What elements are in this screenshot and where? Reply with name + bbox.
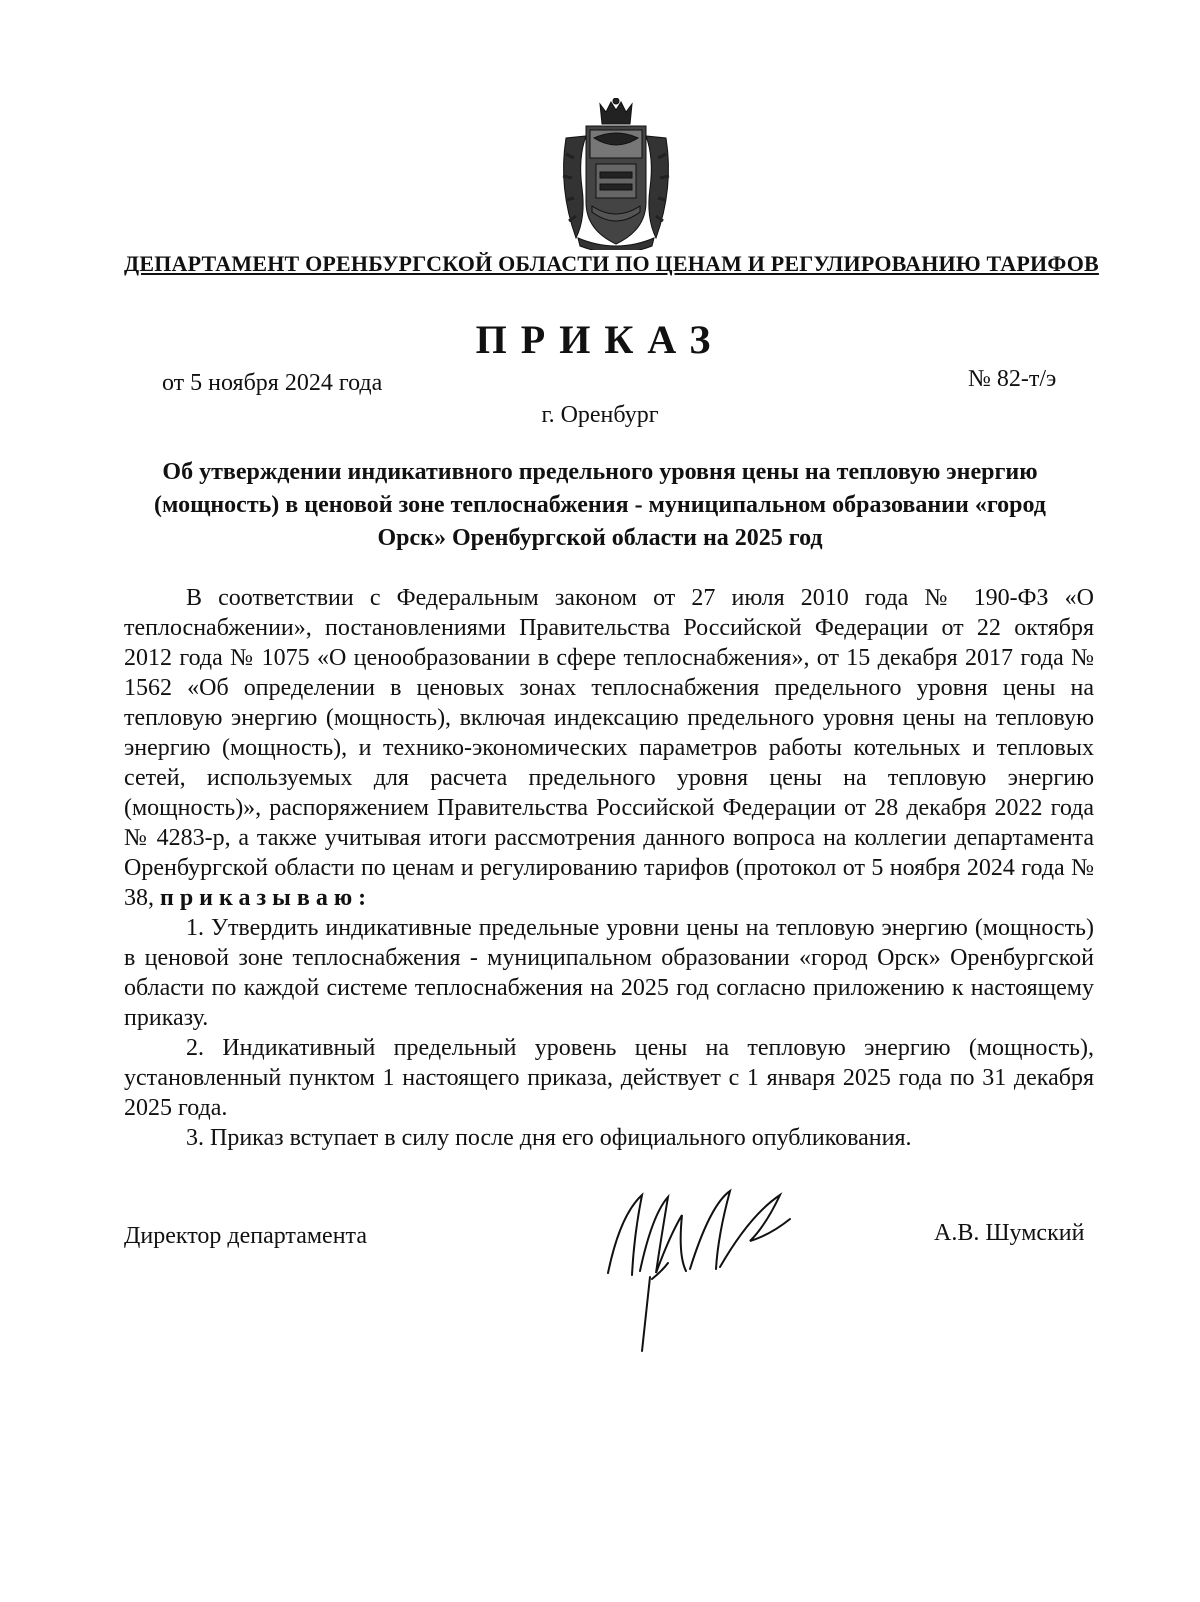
document-number: № 82-т/э xyxy=(968,366,1057,392)
document-subject: Об утверждении индикативного предельного уровня цены на тепловую энергию (мощность) в ценовой зоне теплоснабжения - муниципальном образовании «город Орск» Оренбургской области на 2025 год xyxy=(154,459,1046,551)
handwritten-signature xyxy=(590,1175,810,1355)
document-body xyxy=(124,583,1094,1153)
preamble-text: В соответствии с Федеральным законом от 27 июля 2010 года № 190-ФЗ «О теплоснабжении», постановлениями Правительства Российской Федерации от 22 октября 2012 года № 1075 «О ценообразовании в сфере теплоснабжения», от 15 декабря 2017 года № 1562 «Об определении в ценовых зонах теплоснабжения предельного уровня цены на тепловую энергию (мощность), включая индексацию предельного уровня цены на тепловую энергию (мощность), и технико-экономических параметров работы котельных и тепловых сетей, используемых для расчета предельного уровня цены на тепловую энергию (мощность)», распоряжением Правительства Российской Федерации от 28 декабря 2022 года № 4283-р, а также учитывая итоги рассмотрения данного вопроса на коллегии департамента Оренбургской области по ценам и регулированию тарифов (протокол от 5 ноября 2024 года № 38, xyxy=(124,585,1094,911)
document-title: ПРИКАЗ xyxy=(475,317,725,362)
order-word: приказываю: xyxy=(160,885,373,911)
order-item-1: 1. Утвердить индикативные предельные уровни цены на тепловую энергию (мощность) в ценовой зоне теплоснабжения - муниципальном образовании «город Орск» Оренбургской области по каждой системе теплоснабжения на 2025 год согласно приложению к настоящему приказу. xyxy=(124,915,1094,1031)
signatory-position: Директор департамента xyxy=(124,1223,367,1249)
coat-of-arms-icon xyxy=(556,98,676,250)
preamble-paragraph xyxy=(124,583,1094,913)
order-item-2: 2. Индикативный предельный уровень цены на тепловую энергию (мощность), установленный пунктом 1 настоящего приказа, действует с 1 января 2025 года по 31 декабря 2025 года. xyxy=(124,1035,1094,1121)
document-city: г. Оренбург xyxy=(541,402,659,428)
order-item-3: 3. Приказ вступает в силу после дня его официального опубликования. xyxy=(186,1125,912,1151)
department-name: ДЕПАРТАМЕНТ ОРЕНБУРГСКОЙ ОБЛАСТИ ПО ЦЕНАМ И РЕГУЛИРОВАНИЮ ТАРИФОВ xyxy=(124,251,1099,276)
signatory-name: А.В. Шумский xyxy=(934,1220,1085,1246)
document-date: от 5 ноября 2024 года xyxy=(162,370,383,396)
